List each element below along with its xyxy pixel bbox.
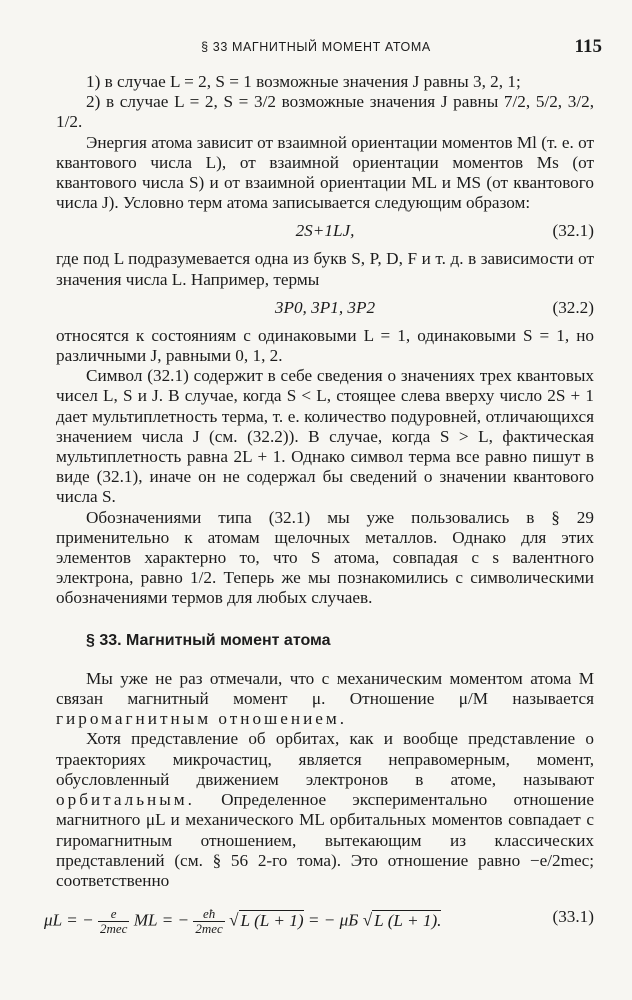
fraction-denominator: 2mec [195,921,223,937]
body-text [44,72,594,939]
term-orbital: орбитальным. [56,790,195,810]
paragraph-gyromagnetic-text: Мы уже не раз отмечали, что с механическим моментом атома M связан магнитный момент μ. Отношение μ/M называется [56,668,594,709]
formula-32-1-expression: 2S+1LJ, [295,221,355,241]
sqrt-argument: L (L + 1). [374,910,442,930]
paragraph-term-letters: где под L подразумевается одна из букв S, P, D, F и т. д. в зависимости от значения числа L. Например, термы [56,249,594,289]
paragraph-energy: Энергия атома зависит от взаимной ориентации моментов Ml (т. е. от квантового числа L), от взаимной ориентации моментов Ms (от квантового числа S) и от взаимной ориентации ML и MS (от квантового числа J). Условно терм атома записывается следующим образом: [56,132,594,213]
paragraph-notation: Обозначениями типа (32.1) мы уже пользовались в § 29 применительно к атомам щелочных металлов. Однако для этих элементов характерно то, что S атома, совпадая с s валентного электрона, равно 1/2. Теперь же мы познакомились с символическими обозначениями термов для любых случаев. [56,507,594,608]
formula-32-2-number: (32.2) [552,297,594,317]
formula-32-1 [56,213,594,249]
paragraph-gyromagnetic [56,669,594,730]
running-header [0,36,632,58]
term-gyromagnetic-ratio: гиромагнитным отношением. [56,709,348,729]
formula-33-1-number: (33.1) [552,907,594,927]
fraction-e-over-2mec [98,907,129,936]
list-item-1: 1) в случае L = 2, S = 1 возможные значения J равны 3, 2, 1; [86,72,521,91]
fraction-numerator: eħ [193,907,224,922]
formula-33-1-bohr: = − μБ [307,910,359,930]
sqrt-argument: L (L + 1) [240,910,304,930]
formula-32-2 [56,290,594,326]
paragraph-orbital-text-b: Определенное экспериментально отношение магнитного μL и механического ML орбитальных моментов совпадает с гиромагнитным отношением, вытекающим из классических представлений (см. § 56 2-го тома). Это отношение равно −e/2mec; соответственно [56,790,594,890]
list-item-2: 2) в случае L = 2, S = 3/2 возможные значения J равны 7/2, 5/2, 3/2, 1/2. [56,92,594,132]
formula-33-1-lhs: μL = − [44,910,94,930]
formula-33-1-mid: ML = − [133,910,190,930]
formula-33-1-expression [44,907,441,936]
formula-32-2-expression: 3P0, 3P1, 3P2 [274,297,376,317]
fraction-numerator: e [98,907,129,922]
paragraph-states: относятся к состояниям с одинаковыми L = 1, одинаковыми S = 1, но различными J, равными 0, 1, 2. [56,325,594,366]
formula-32-1-number: (32.1) [552,221,594,241]
sqrt-sign: √ [229,910,239,930]
formula-33-1 [44,899,594,939]
section-heading: § 33. Магнитный момент атома [86,631,331,649]
fraction-ehbar-over-2mec [193,907,224,936]
sqrt-sign: √ [362,910,373,930]
paragraph-orbital [56,729,594,891]
paragraph-symbol: Символ (32.1) содержит в себе сведения о значениях трех квантовых чисел L, S и J. В случае, когда S < L, стоящее слева вверху число 2S + 1 дает мультиплетность терма, т. е. количество подуровней, отличающихся значением числа J (см. (32.2)). В случае, когда S > L, фактическая мультиплетность равна 2L + 1. Однако символ терма все равно пишут в виде (32.1), иначе он не содержал бы сведений о значении квантового числа S. [56,366,594,507]
paragraph-orbital-text-a: Хотя представление об орбитах, как и вообще представление о траекториях микрочастиц, является неправомерным, момент, обусловленный движением электронов в атоме, называют [56,729,594,789]
fraction-denominator: 2mec [99,921,128,937]
running-title: § 33 МАГНИТНЫЙ МОМЕНТ АТОМА [201,40,431,54]
page-number: 115 [574,36,602,57]
